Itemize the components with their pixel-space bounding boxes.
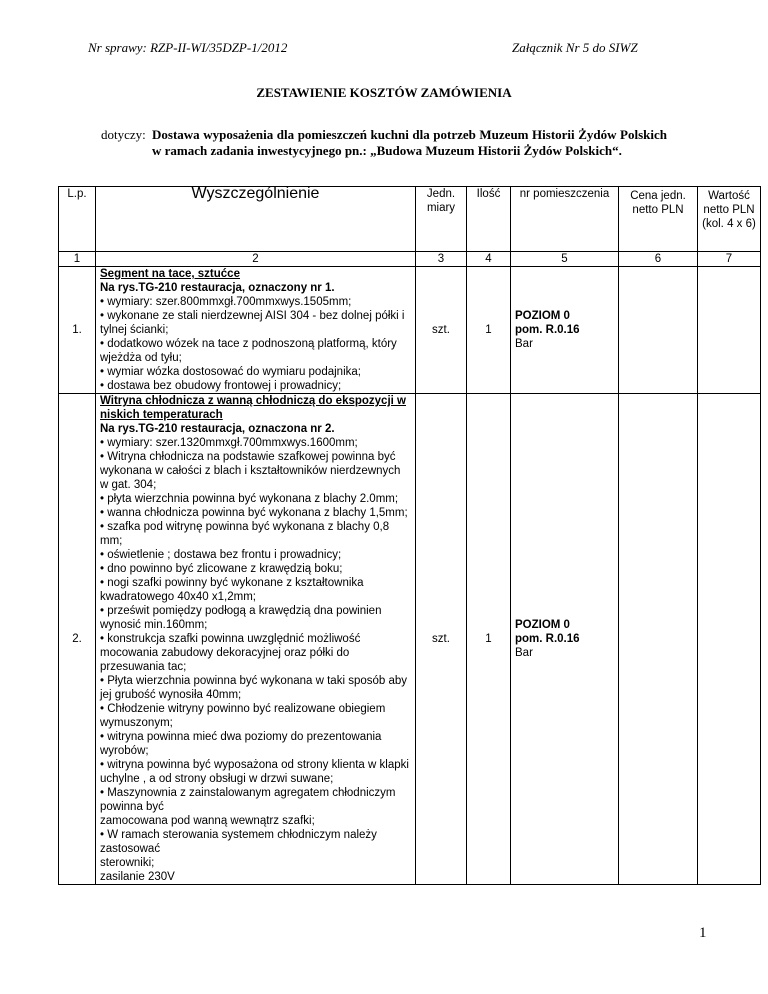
item-title: Segment na tace, sztućce	[100, 268, 240, 280]
concerning-label: dotyczy:	[101, 127, 146, 142]
item-title: Witryna chłodnicza z wanną chłodniczą do ekspozycji w niskich temperaturach	[100, 395, 406, 421]
list-item: • wymiary: szer.800mmxgł.700mmxwys.1505mm;	[100, 296, 352, 308]
col-number: 6	[619, 252, 698, 267]
list-item: • wykonane ze stali nierdzewnej AISI 304 - bez dolnej półki i tylnej ścianki;	[100, 310, 405, 336]
row-price	[619, 267, 698, 394]
list-item: • witryna powinna być wyposażona od strony klienta w klapki	[100, 759, 409, 771]
list-item: sterowniki;	[100, 857, 155, 869]
row-room	[511, 394, 619, 885]
room-name: Bar	[515, 338, 533, 350]
list-item: • szafka pod witrynę powinna być wykonana z blachy 0,8 mm;	[100, 521, 390, 547]
item-description-list	[100, 436, 411, 884]
row-qty: 1	[467, 267, 511, 394]
row-spec	[96, 267, 416, 394]
room-number: pom. R.0.16	[515, 633, 580, 645]
item-reference: Na rys.TG-210 restauracja, oznaczona nr 2.	[100, 423, 335, 435]
row-qty: 1	[467, 394, 511, 885]
list-item: • wanna chłodnicza powinna być wykonana z blachy 1,5mm;	[100, 507, 408, 519]
list-item: • Witryna chłodnicza na podstawie szafkowej powinna być wykonana w całości z blach i kształtowników nierdzewnych w gat. 304;	[100, 451, 401, 491]
cost-table	[58, 186, 761, 885]
table-row	[59, 267, 761, 394]
list-item: • dostawa bez obudowy frontowej i prowadnicy;	[100, 380, 342, 392]
room-name: Bar	[515, 647, 533, 659]
col-number: 1	[59, 252, 96, 267]
row-price	[619, 394, 698, 885]
col-number: 4	[467, 252, 511, 267]
col-number: 5	[511, 252, 619, 267]
list-item: zasilanie 230V	[100, 871, 175, 883]
header-spec: Wyszczególnienie	[96, 187, 416, 252]
col-number: 7	[698, 252, 761, 267]
list-item: uchylne , a od strony obsługi w drzwi suwane;	[100, 773, 334, 785]
page-number: 1	[699, 925, 707, 941]
col-number: 2	[96, 252, 416, 267]
list-item: • wymiary: szer.1320mmxgł.700mmxwys.1600mm;	[100, 437, 358, 449]
page-title: ZESTAWIENIE KOSZTÓW ZAMÓWIENIA	[256, 85, 512, 100]
list-item: • konstrukcja szafki powinna uwzględnić możliwość mocowania zabudowy dekoracyjnej oraz półki do przesuwania tac;	[100, 633, 361, 673]
list-item: • witryna powinna mieć dwa poziomy do prezentowania wyrobów;	[100, 731, 382, 757]
header-value: Wartość netto PLN (kol. 4 x 6)	[698, 187, 761, 252]
room-number: pom. R.0.16	[515, 324, 580, 336]
list-item: • wymiar wózka dostosować do wymiaru podajnika;	[100, 366, 361, 378]
list-item: • prześwit pomiędzy podłogą a krawędzią dna powinien wynosić min.160mm;	[100, 605, 382, 631]
row-value	[698, 394, 761, 885]
list-item: • dno powinno być zlicowane z krawędzią boku;	[100, 563, 343, 575]
concerning-text: Dostawa wyposażenia dla pomieszczeń kuchni dla potrzeb Muzeum Historii Żydów Polskich w ramach zadania inwestycyjnego pn.: „Budowa Muzeum Historii Żydów Polskich“.	[152, 127, 667, 158]
row-room	[511, 267, 619, 394]
header-lp: L.p.	[59, 187, 96, 252]
list-item: • Chłodzenie witryny powinno być realizowane obiegiem wymuszonym;	[100, 703, 386, 729]
item-description-list	[100, 295, 411, 393]
list-item: • W ramach sterowania systemem chłodniczym należy zastosować	[100, 829, 377, 855]
room-level: POZIOM 0	[515, 619, 570, 631]
header-qty: Ilość	[467, 187, 511, 252]
header-price: Cena jedn. netto PLN	[619, 187, 698, 252]
room-level: POZIOM 0	[515, 310, 570, 322]
row-unit: szt.	[416, 394, 467, 885]
list-item: • oświetlenie ; dostawa bez frontu i prowadnicy;	[100, 549, 342, 561]
row-spec	[96, 394, 416, 885]
header-unit: Jedn. miary	[416, 187, 467, 252]
list-item: • Maszynownia z zainstalowanym agregatem chłodniczym powinna być	[100, 787, 396, 813]
header-room: nr pomieszczenia	[511, 187, 619, 252]
list-item: • dodatkowo wózek na tace z podnoszoną platformą, który wjeżdża od tyłu;	[100, 338, 397, 364]
list-item: • Płyta wierzchnia powinna być wykonana w taki sposób aby jej grubość wynosiła 40mm;	[100, 675, 408, 701]
list-item: • nogi szafki powinny być wykonane z kształtownika kwadratowego 40x40 x1,2mm;	[100, 577, 364, 603]
concerning-block	[101, 127, 667, 159]
table-header-row	[59, 187, 761, 252]
col-number: 3	[416, 252, 467, 267]
table-row	[59, 394, 761, 885]
list-item: zamocowana pod wanną wewnątrz szafki;	[100, 815, 315, 827]
row-unit: szt.	[416, 267, 467, 394]
row-lp: 2.	[59, 394, 96, 885]
row-lp: 1.	[59, 267, 96, 394]
attachment-label: Załącznik Nr 5 do SIWZ	[512, 40, 638, 55]
list-item: • płyta wierzchnia powinna być wykonana z blachy 2.0mm;	[100, 493, 399, 505]
item-reference: Na rys.TG-210 restauracja, oznaczony nr 1.	[100, 282, 335, 294]
column-number-row	[59, 252, 761, 267]
case-number: Nr sprawy: RZP-II-WI/35DZP-1/2012	[88, 40, 288, 55]
row-value	[698, 267, 761, 394]
